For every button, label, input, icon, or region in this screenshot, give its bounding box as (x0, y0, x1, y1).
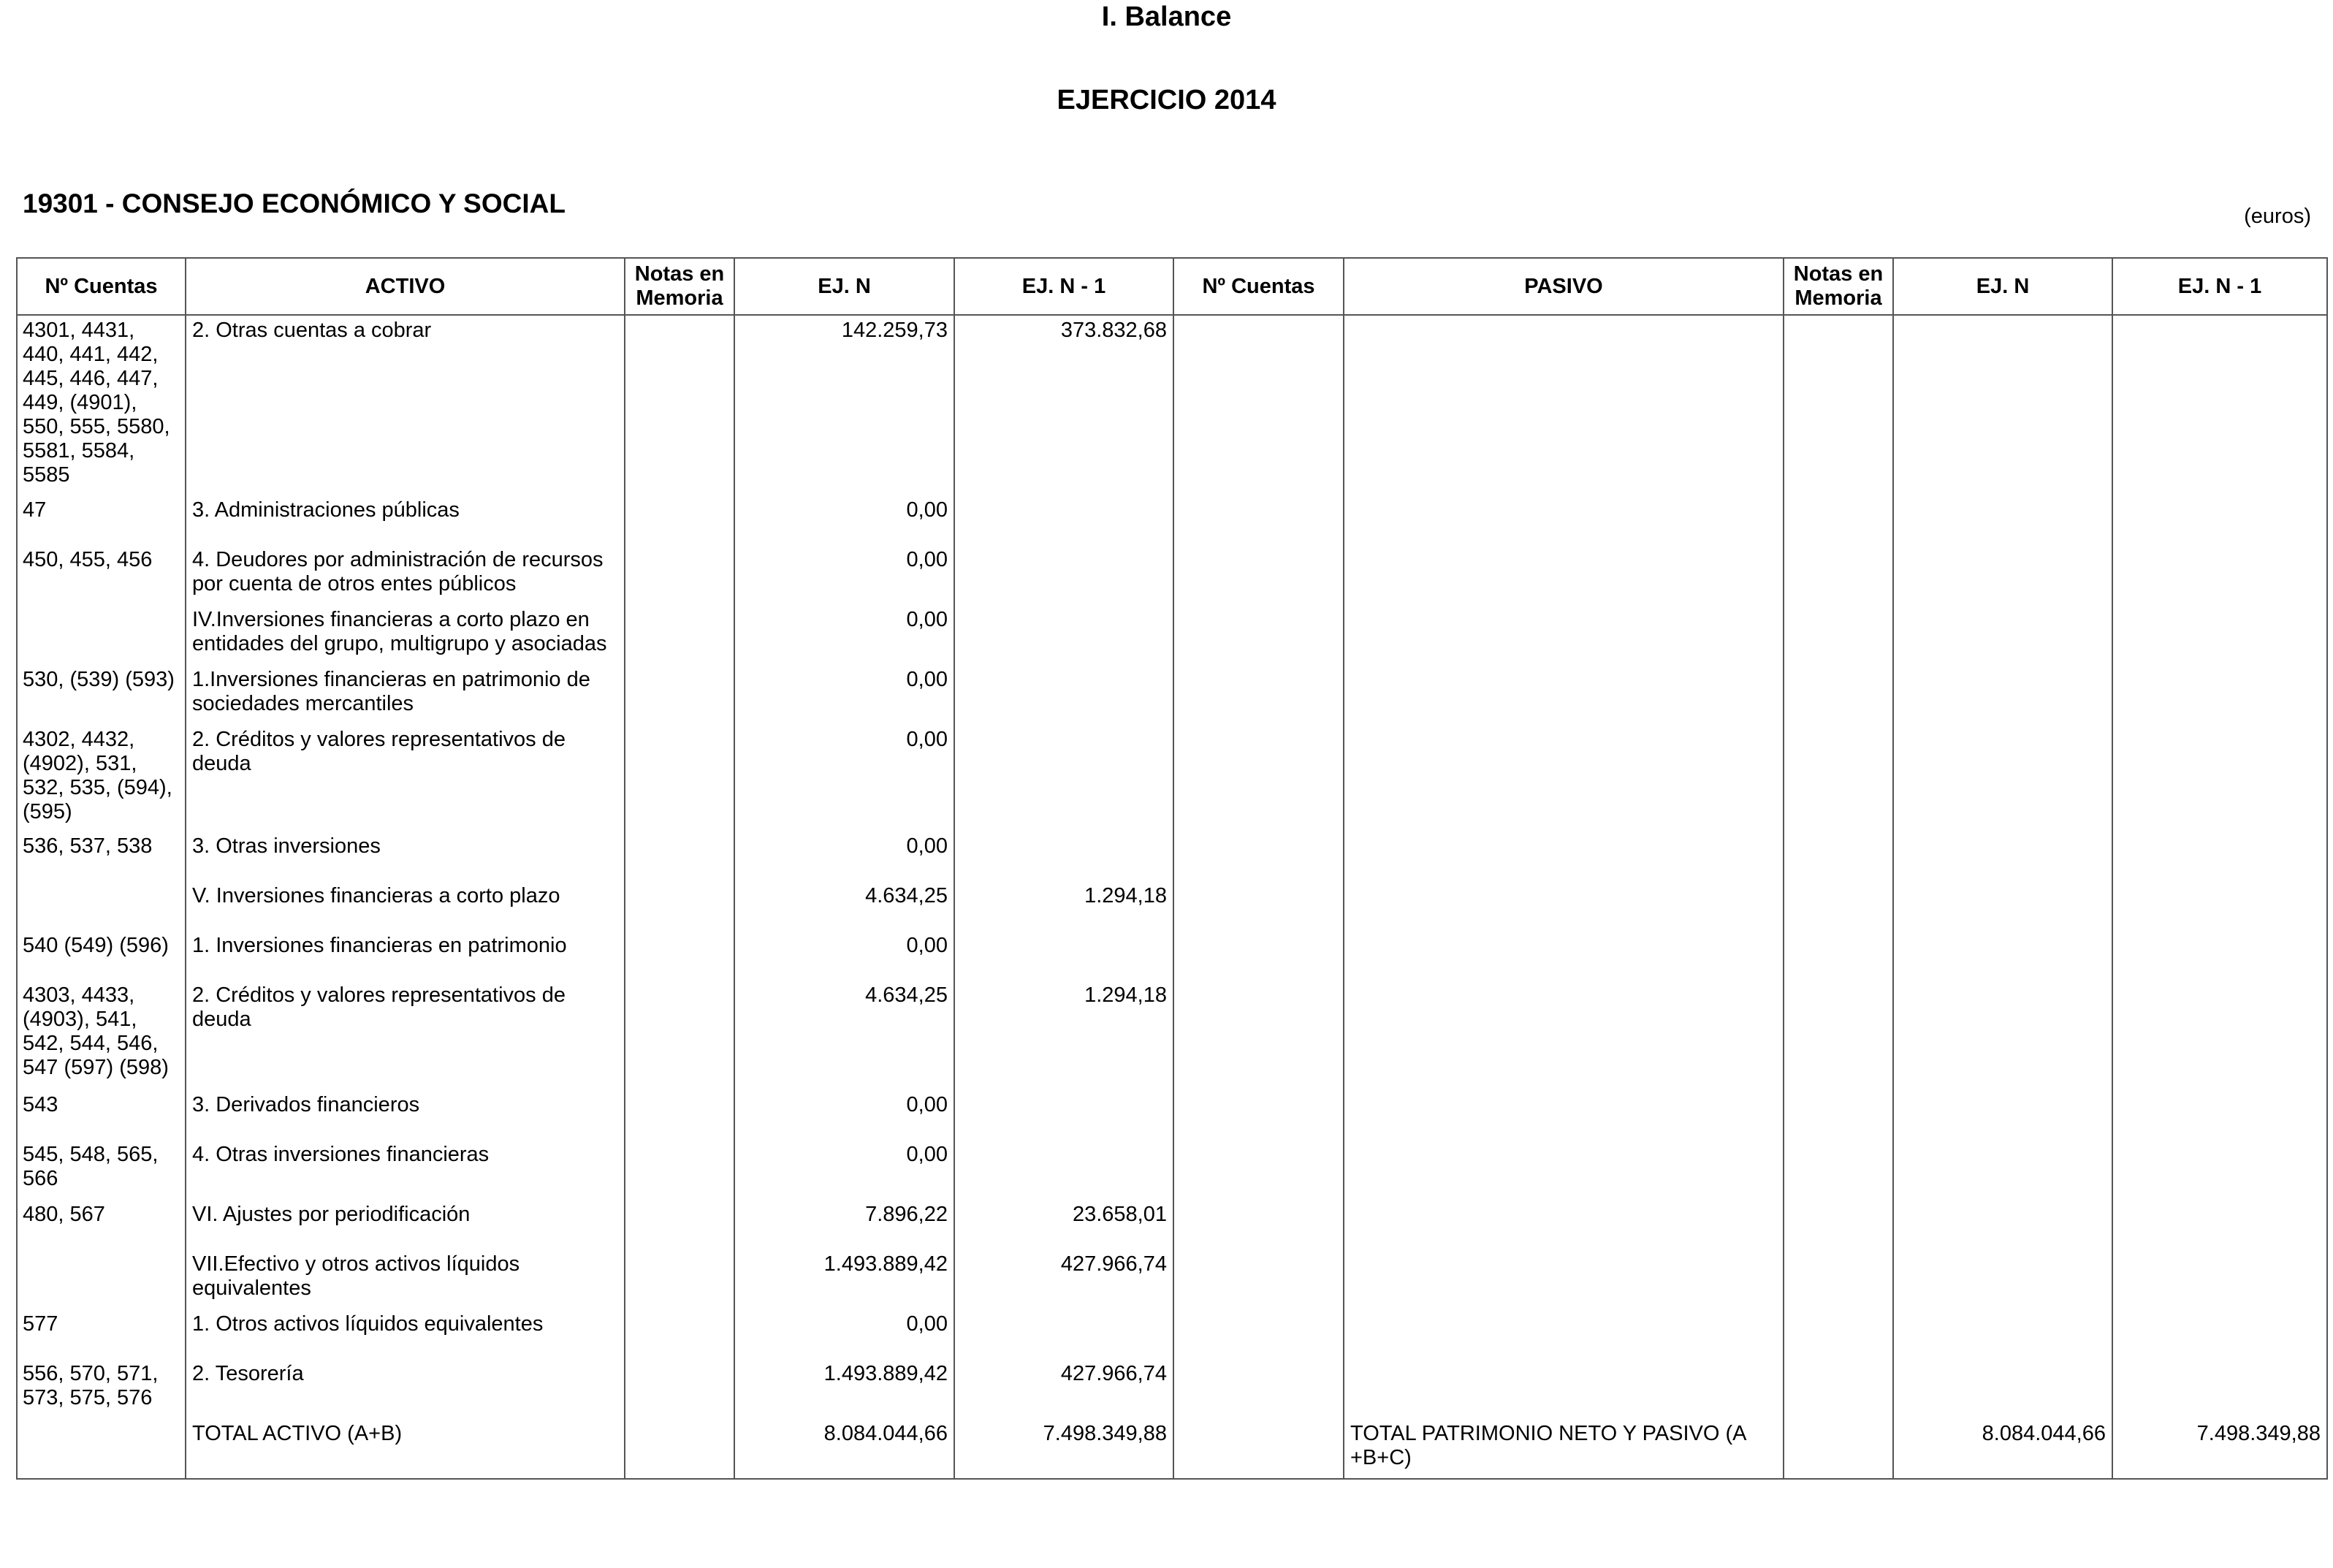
pasivo-ej-n-1 (2112, 931, 2327, 981)
account-codes (17, 1249, 186, 1309)
table-row (17, 1419, 2327, 1479)
pasivo-ej-n (1893, 1200, 2112, 1249)
activo-label: 4. Deudores por administración de recursos por cuenta de otros entes públicos (186, 545, 625, 605)
activo-ej-n: 0,00 (734, 665, 954, 725)
activo-ej-n-1 (954, 1140, 1173, 1200)
pasivo-ej-n-1 (2112, 1090, 2327, 1140)
pasivo-account-codes (1173, 1090, 1344, 1140)
pasivo-label (1344, 1140, 1784, 1200)
pasivo-account-codes (1173, 881, 1344, 931)
account-codes: 530, (539) (593) (17, 665, 186, 725)
account-codes: 536, 537, 538 (17, 831, 186, 881)
account-codes (17, 605, 186, 665)
account-codes: 4301, 4431, 440, 441, 442, 445, 446, 447, 449, (4901), 550, 555, 5580, 5581, 5584, 5585 (17, 315, 186, 495)
activo-ej-n: 0,00 (734, 1140, 954, 1200)
account-codes (17, 1419, 186, 1479)
account-codes: 543 (17, 1090, 186, 1140)
pasivo-label (1344, 981, 1784, 1090)
table-row (17, 1200, 2327, 1249)
activo-label: 3. Otras inversiones (186, 831, 625, 881)
account-codes: 4303, 4433, (4903), 541, 542, 544, 546, 547 (597) (598) (17, 981, 186, 1090)
activo-ej-n-1: 7.498.349,88 (954, 1419, 1173, 1479)
pasivo-notes (1784, 981, 1893, 1090)
account-codes (17, 881, 186, 931)
activo-notes (625, 545, 734, 605)
col-header-accounts-pasivo: Nº Cuentas (1173, 258, 1344, 315)
activo-label: 3. Derivados financieros (186, 1090, 625, 1140)
account-codes: 540 (549) (596) (17, 931, 186, 981)
pasivo-notes (1784, 725, 1893, 831)
activo-notes (625, 315, 734, 495)
pasivo-ej-n-1 (2112, 725, 2327, 831)
pasivo-notes (1784, 1359, 1893, 1419)
pasivo-label (1344, 1200, 1784, 1249)
activo-ej-n-1: 1.294,18 (954, 881, 1173, 931)
activo-ej-n-1 (954, 545, 1173, 605)
activo-notes (625, 665, 734, 725)
activo-ej-n: 0,00 (734, 725, 954, 831)
pasivo-label (1344, 881, 1784, 931)
pasivo-ej-n-1 (2112, 1200, 2327, 1249)
pasivo-ej-n (1893, 1309, 2112, 1359)
pasivo-ej-n (1893, 725, 2112, 831)
activo-ej-n-1: 23.658,01 (954, 1200, 1173, 1249)
pasivo-notes (1784, 1309, 1893, 1359)
col-header-ej-n: EJ. N (734, 258, 954, 315)
account-codes: 4302, 4432, (4902), 531, 532, 535, (594), (595) (17, 725, 186, 831)
activo-ej-n: 1.493.889,42 (734, 1249, 954, 1309)
activo-ej-n: 0,00 (734, 605, 954, 665)
activo-ej-n-1 (954, 1090, 1173, 1140)
pasivo-ej-n (1893, 1359, 2112, 1419)
table-row (17, 545, 2327, 605)
table-row (17, 495, 2327, 545)
col-header-notes-pasivo: Notas en Memoria (1784, 258, 1893, 315)
pasivo-ej-n (1893, 315, 2112, 495)
activo-label: 4. Otras inversiones financieras (186, 1140, 625, 1200)
activo-ej-n: 8.084.044,66 (734, 1419, 954, 1479)
pasivo-ej-n-1 (2112, 495, 2327, 545)
pasivo-notes (1784, 1090, 1893, 1140)
pasivo-ej-n-1 (2112, 1249, 2327, 1309)
pasivo-ej-n (1893, 1140, 2112, 1200)
activo-notes (625, 1090, 734, 1140)
table-row (17, 725, 2327, 831)
units-label: (euros) (2244, 205, 2311, 228)
activo-ej-n-1 (954, 495, 1173, 545)
activo-ej-n-1 (954, 931, 1173, 981)
activo-ej-n: 1.493.889,42 (734, 1359, 954, 1419)
pasivo-notes (1784, 881, 1893, 931)
activo-ej-n: 0,00 (734, 545, 954, 605)
table-row (17, 831, 2327, 881)
activo-notes (625, 1140, 734, 1200)
pasivo-ej-n-1 (2112, 315, 2327, 495)
table-row (17, 1140, 2327, 1200)
pasivo-ej-n-1 (2112, 981, 2327, 1090)
table-row (17, 1309, 2327, 1359)
activo-ej-n-1: 373.832,68 (954, 315, 1173, 495)
activo-label: TOTAL ACTIVO (A+B) (186, 1419, 625, 1479)
table-row (17, 1090, 2327, 1140)
activo-ej-n-1: 1.294,18 (954, 981, 1173, 1090)
activo-label: 1. Inversiones financieras en patrimonio (186, 931, 625, 981)
pasivo-account-codes (1173, 981, 1344, 1090)
pasivo-notes (1784, 605, 1893, 665)
pasivo-ej-n (1893, 1090, 2112, 1140)
activo-label: VI. Ajustes por periodificación (186, 1200, 625, 1249)
pasivo-ej-n-1 (2112, 665, 2327, 725)
pasivo-ej-n-1 (2112, 831, 2327, 881)
exercise-year: EJERCICIO 2014 (1057, 85, 1276, 115)
activo-ej-n: 0,00 (734, 831, 954, 881)
pasivo-ej-n-1 (2112, 1140, 2327, 1200)
col-header-ej-n-1-pasivo: EJ. N - 1 (2112, 258, 2327, 315)
activo-notes (625, 931, 734, 981)
col-header-notes: Notas en Memoria (625, 258, 734, 315)
activo-label: 2. Tesorería (186, 1359, 625, 1419)
table-row (17, 1359, 2327, 1419)
pasivo-notes (1784, 495, 1893, 545)
activo-ej-n: 4.634,25 (734, 981, 954, 1090)
pasivo-label (1344, 725, 1784, 831)
pasivo-notes (1784, 1419, 1893, 1479)
pasivo-ej-n-1 (2112, 545, 2327, 605)
activo-ej-n-1: 427.966,74 (954, 1249, 1173, 1309)
pasivo-notes (1784, 315, 1893, 495)
pasivo-account-codes (1173, 831, 1344, 881)
account-codes: 450, 455, 456 (17, 545, 186, 605)
activo-label: 2. Créditos y valores representativos de deuda (186, 725, 625, 831)
balance-table (16, 257, 2328, 1480)
pasivo-ej-n: 8.084.044,66 (1893, 1419, 2112, 1479)
pasivo-notes (1784, 545, 1893, 605)
pasivo-ej-n-1 (2112, 605, 2327, 665)
table-row (17, 881, 2327, 931)
activo-notes (625, 1200, 734, 1249)
activo-label: 2. Otras cuentas a cobrar (186, 315, 625, 495)
account-codes: 556, 570, 571, 573, 575, 576 (17, 1359, 186, 1419)
pasivo-label (1344, 931, 1784, 981)
pasivo-ej-n-1 (2112, 881, 2327, 931)
pasivo-ej-n (1893, 931, 2112, 981)
pasivo-account-codes (1173, 1200, 1344, 1249)
pasivo-account-codes (1173, 315, 1344, 495)
activo-label: 2. Créditos y valores representativos de deuda (186, 981, 625, 1090)
activo-notes (625, 605, 734, 665)
col-header-pasivo: PASIVO (1344, 258, 1784, 315)
pasivo-ej-n (1893, 605, 2112, 665)
activo-ej-n-1 (954, 665, 1173, 725)
pasivo-ej-n (1893, 881, 2112, 931)
activo-ej-n: 7.896,22 (734, 1200, 954, 1249)
activo-notes (625, 1419, 734, 1479)
activo-ej-n-1 (954, 831, 1173, 881)
pasivo-notes (1784, 1140, 1893, 1200)
pasivo-account-codes (1173, 1359, 1344, 1419)
pasivo-label (1344, 1090, 1784, 1140)
pasivo-notes (1784, 1200, 1893, 1249)
pasivo-ej-n-1 (2112, 1359, 2327, 1419)
activo-label: V. Inversiones financieras a corto plazo (186, 881, 625, 931)
account-codes: 480, 567 (17, 1200, 186, 1249)
pasivo-notes (1784, 1249, 1893, 1309)
pasivo-ej-n-1: 7.498.349,88 (2112, 1419, 2327, 1479)
activo-label: VII.Efectivo y otros activos líquidos equivalentes (186, 1249, 625, 1309)
activo-notes (625, 981, 734, 1090)
pasivo-ej-n-1 (2112, 1309, 2327, 1359)
account-codes: 545, 548, 565, 566 (17, 1140, 186, 1200)
pasivo-label (1344, 665, 1784, 725)
activo-ej-n: 0,00 (734, 1090, 954, 1140)
activo-notes (625, 1309, 734, 1359)
pasivo-account-codes (1173, 1249, 1344, 1309)
pasivo-ej-n (1893, 831, 2112, 881)
activo-notes (625, 831, 734, 881)
activo-label: 1. Otros activos líquidos equivalentes (186, 1309, 625, 1359)
col-header-activo: ACTIVO (186, 258, 625, 315)
col-header-ej-n-1: EJ. N - 1 (954, 258, 1173, 315)
activo-ej-n: 0,00 (734, 931, 954, 981)
pasivo-label (1344, 831, 1784, 881)
pasivo-account-codes (1173, 545, 1344, 605)
activo-notes (625, 725, 734, 831)
pasivo-account-codes (1173, 1309, 1344, 1359)
col-header-accounts: Nº Cuentas (17, 258, 186, 315)
pasivo-ej-n (1893, 545, 2112, 605)
col-header-ej-n-pasivo: EJ. N (1893, 258, 2112, 315)
account-codes: 47 (17, 495, 186, 545)
activo-ej-n: 142.259,73 (734, 315, 954, 495)
activo-label: 3. Administraciones públicas (186, 495, 625, 545)
activo-label: IV.Inversiones financieras a corto plazo en entidades del grupo, multigrupo y asociadas (186, 605, 625, 665)
pasivo-label (1344, 1309, 1784, 1359)
activo-label: 1.Inversiones financieras en patrimonio de sociedades mercantiles (186, 665, 625, 725)
pasivo-label (1344, 1249, 1784, 1309)
activo-notes (625, 1359, 734, 1419)
pasivo-notes (1784, 665, 1893, 725)
pasivo-account-codes (1173, 495, 1344, 545)
table-row (17, 981, 2327, 1090)
pasivo-ej-n (1893, 1249, 2112, 1309)
pasivo-label (1344, 1359, 1784, 1419)
pasivo-account-codes (1173, 605, 1344, 665)
activo-ej-n-1 (954, 1309, 1173, 1359)
report-title: I. Balance (1101, 1, 1232, 32)
pasivo-ej-n (1893, 665, 2112, 725)
pasivo-account-codes (1173, 1140, 1344, 1200)
activo-ej-n-1 (954, 605, 1173, 665)
pasivo-notes (1784, 931, 1893, 981)
account-codes: 577 (17, 1309, 186, 1359)
pasivo-label (1344, 605, 1784, 665)
activo-notes (625, 495, 734, 545)
pasivo-ej-n (1893, 495, 2112, 545)
pasivo-label (1344, 545, 1784, 605)
table-row (17, 605, 2327, 665)
table-row (17, 931, 2327, 981)
activo-ej-n-1 (954, 725, 1173, 831)
table-header-row (17, 258, 2327, 315)
pasivo-notes (1784, 831, 1893, 881)
pasivo-label: TOTAL PATRIMONIO NETO Y PASIVO (A +B+C) (1344, 1419, 1784, 1479)
pasivo-label (1344, 315, 1784, 495)
activo-ej-n: 0,00 (734, 1309, 954, 1359)
pasivo-account-codes (1173, 931, 1344, 981)
pasivo-label (1344, 495, 1784, 545)
activo-ej-n: 0,00 (734, 495, 954, 545)
activo-ej-n: 4.634,25 (734, 881, 954, 931)
table-row (17, 665, 2327, 725)
entity-name: 19301 - CONSEJO ECONÓMICO Y SOCIAL (23, 189, 566, 218)
table-row (17, 1249, 2327, 1309)
pasivo-account-codes (1173, 665, 1344, 725)
activo-ej-n-1: 427.966,74 (954, 1359, 1173, 1419)
pasivo-account-codes (1173, 725, 1344, 831)
activo-notes (625, 881, 734, 931)
table-row (17, 315, 2327, 495)
pasivo-ej-n (1893, 981, 2112, 1090)
pasivo-account-codes (1173, 1419, 1344, 1479)
activo-notes (625, 1249, 734, 1309)
